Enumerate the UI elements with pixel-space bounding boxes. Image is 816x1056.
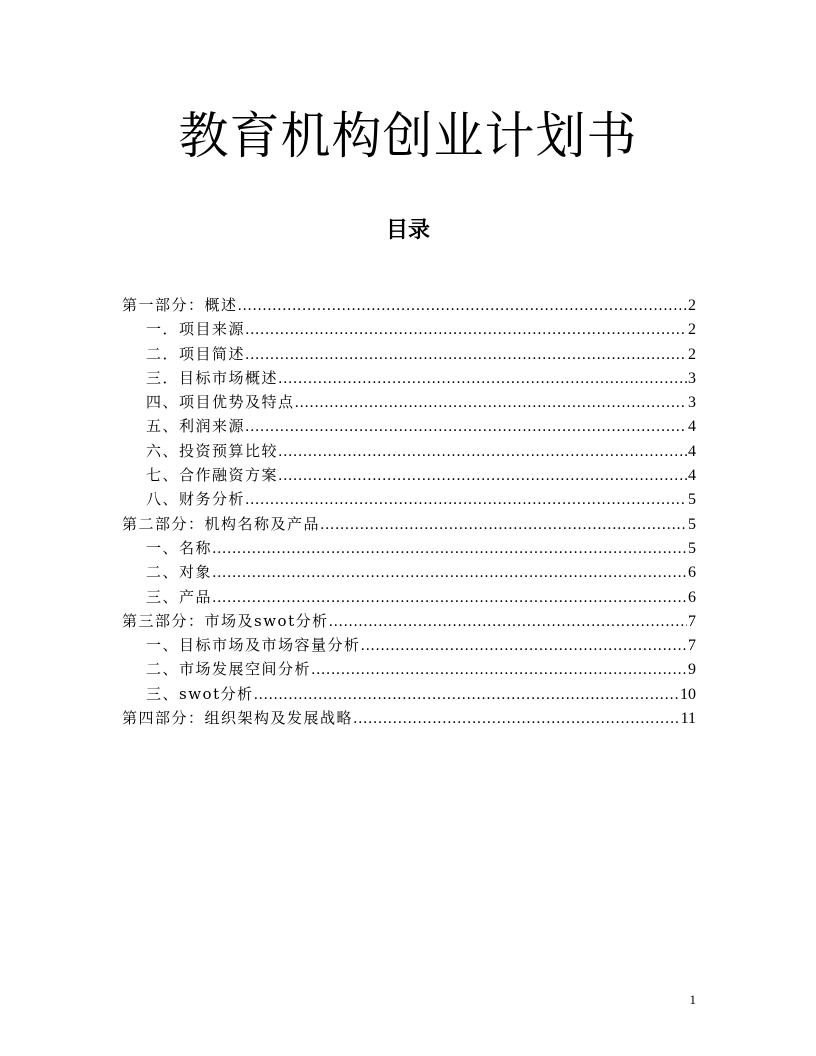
toc-entry-label: 二、市场发展空间分析 [146, 660, 312, 679]
toc-entry-label: 三、产品 [146, 587, 213, 606]
toc-dot-leader [212, 541, 687, 557]
toc-entry-label: 二．项目简述 [146, 344, 246, 363]
toc-entry-page-number: 11 [680, 710, 696, 728]
toc-dot-leader [254, 687, 679, 703]
toc-entry-label: 第一部分：概述 [122, 296, 238, 314]
toc-dot-leader [245, 419, 687, 435]
toc-entry-page-number: 2 [688, 321, 696, 339]
toc-dot-leader [278, 444, 687, 460]
toc-subsection-entry[interactable] [122, 561, 696, 585]
toc-entry-page-number: 5 [688, 539, 696, 557]
toc-entry-page-number: 7 [688, 612, 696, 630]
table-of-contents [122, 294, 696, 731]
toc-entry-label: 五、利润来源 [146, 417, 246, 436]
toc-subsection-entry[interactable] [122, 537, 696, 561]
toc-entry-page-number: 3 [688, 369, 696, 387]
toc-dot-leader [278, 371, 687, 387]
toc-entry-page-number: 5 [688, 491, 696, 509]
toc-entry-label: 三、swot分析 [146, 684, 254, 703]
toc-dot-leader [295, 395, 687, 411]
toc-entry-label: 七、合作融资方案 [146, 466, 279, 485]
toc-entry-label: 一、目标市场及市场容量分析 [146, 636, 361, 655]
toc-dot-leader [320, 517, 687, 533]
page-number: 1 [689, 992, 696, 1007]
toc-dot-leader [361, 638, 687, 654]
toc-entry-label: 八、财务分析 [146, 490, 246, 509]
toc-subsection-entry[interactable] [122, 683, 696, 707]
toc-entry-page-number: 2 [688, 345, 696, 363]
toc-subsection-entry[interactable] [122, 440, 696, 464]
document-title: 教育机构创业计划书 [178, 107, 638, 165]
toc-dot-leader [245, 347, 687, 363]
toc-entry-page-number: 9 [688, 661, 696, 679]
toc-entry-page-number: 4 [688, 442, 696, 460]
toc-entry-label: 二、对象 [146, 563, 213, 582]
toc-entry-label: 第二部分：机构名称及产品 [122, 514, 321, 533]
toc-subsection-entry[interactable] [122, 391, 696, 415]
toc-subsection-entry[interactable] [122, 464, 696, 488]
toc-entry-label: 一．项目来源 [146, 320, 246, 339]
toc-dot-leader [311, 662, 687, 678]
toc-section-entry[interactable] [122, 294, 696, 318]
toc-dot-leader [212, 590, 687, 606]
toc-subsection-entry[interactable] [122, 488, 696, 512]
toc-dot-leader [212, 565, 687, 581]
toc-entry-page-number: 6 [688, 588, 696, 606]
toc-dot-leader [245, 492, 687, 508]
toc-dot-leader [278, 468, 687, 484]
toc-subsection-entry[interactable] [122, 367, 696, 391]
toc-dot-leader [245, 322, 687, 338]
toc-entry-page-number: 10 [680, 685, 696, 703]
toc-entry-page-number: 4 [688, 467, 696, 485]
toc-entry-label: 第三部分：市场及swot分析 [122, 611, 329, 630]
toc-entry-page-number: 3 [688, 394, 696, 412]
toc-subsection-entry[interactable] [122, 318, 696, 342]
toc-entry-label: 第四部分：组织架构及发展战略 [122, 709, 354, 728]
toc-entry-page-number: 2 [688, 297, 696, 314]
toc-entry-label: 六、投资预算比较 [146, 441, 279, 460]
toc-subsection-entry[interactable] [122, 415, 696, 439]
toc-entry-page-number: 6 [688, 564, 696, 582]
toc-heading: 目录 [385, 217, 430, 243]
toc-entry-page-number: 5 [688, 515, 696, 533]
toc-entry-label: 三．目标市场概述 [146, 368, 279, 387]
toc-subsection-entry[interactable] [122, 658, 696, 682]
toc-entry-label: 四、项目优势及特点 [146, 393, 295, 412]
toc-subsection-entry[interactable] [122, 634, 696, 658]
toc-subsection-entry[interactable] [122, 586, 696, 610]
toc-subsection-entry[interactable] [122, 343, 696, 367]
toc-section-entry[interactable] [122, 513, 696, 537]
toc-section-entry[interactable] [122, 707, 696, 731]
toc-entry-page-number: 4 [688, 418, 696, 436]
toc-dot-leader [329, 614, 687, 630]
toc-dot-leader [238, 298, 687, 314]
toc-dot-leader [353, 711, 680, 727]
toc-entry-page-number: 7 [688, 637, 696, 655]
toc-entry-label: 一、名称 [146, 538, 213, 557]
toc-section-entry[interactable] [122, 610, 696, 634]
